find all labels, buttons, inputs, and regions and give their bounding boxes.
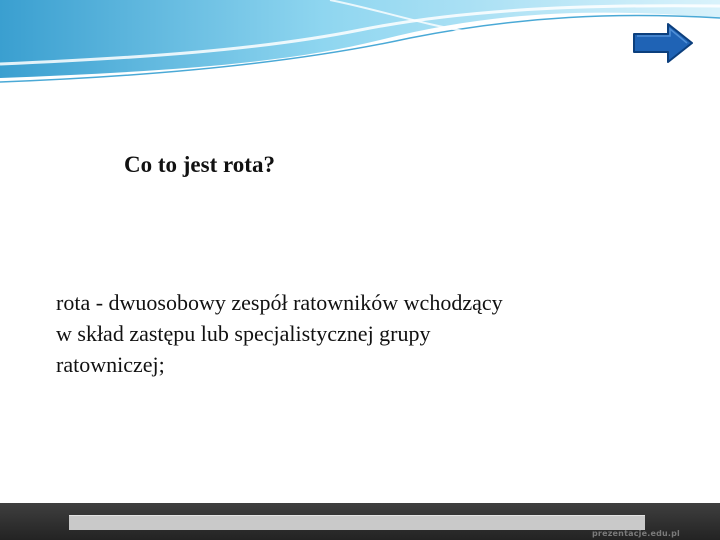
body-line: ratowniczej; — [56, 352, 165, 377]
footer-bar-container — [0, 503, 720, 540]
slide-title: Co to jest rota? — [124, 152, 275, 177]
decorative-wave-header — [0, 0, 720, 86]
next-slide-arrow-icon[interactable] — [632, 22, 694, 64]
wave-fill — [0, 0, 720, 78]
body-line: w skład zastępu lub specjalistycznej grupy — [56, 321, 431, 346]
footer-progress-bar — [69, 515, 645, 530]
slide-body — [56, 287, 656, 380]
body-line: rota - dwuosobowy zespół ratowników wchodzący — [56, 290, 503, 315]
footer-caption: prezentacje.edu.pl — [592, 529, 681, 538]
